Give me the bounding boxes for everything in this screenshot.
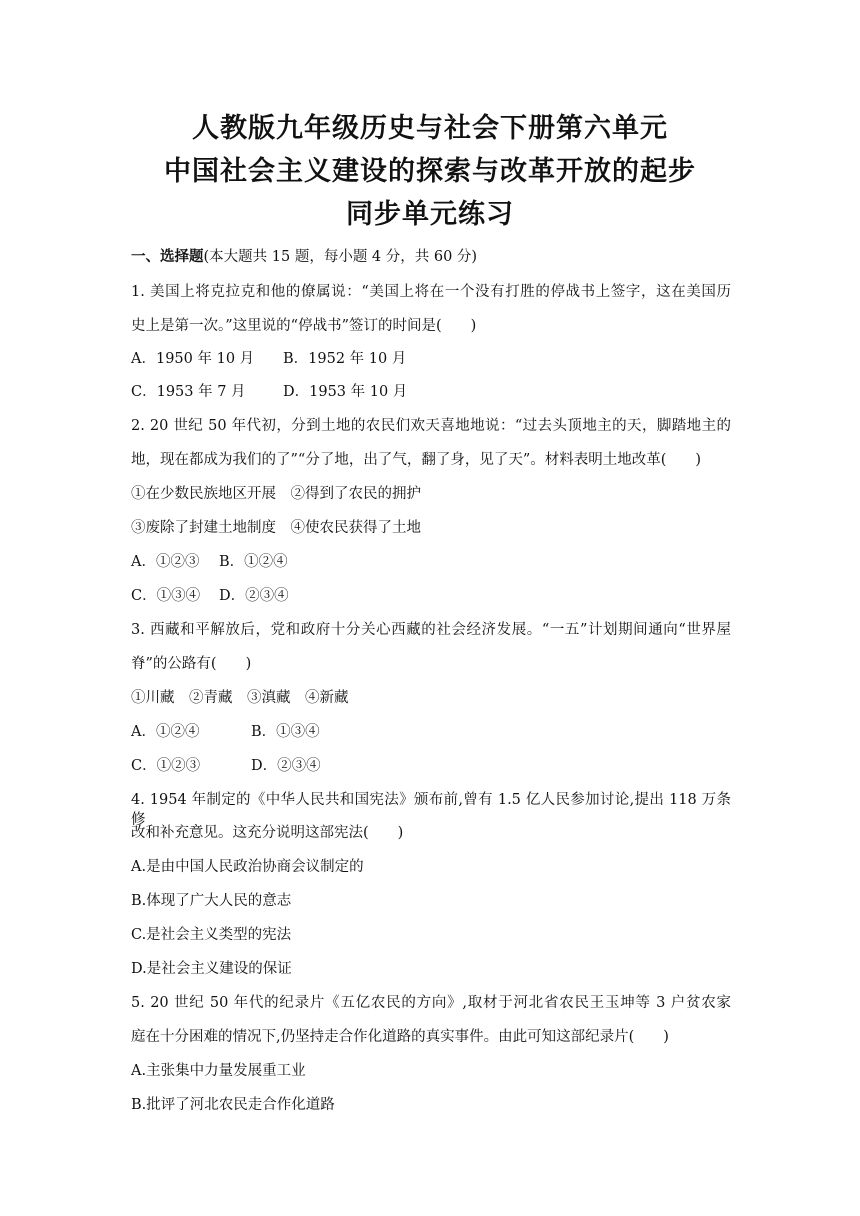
q4-stem-line1: 4. 1954 年制定的《中华人民共和国宪法》颁布前,曾有 1.5 亿人民参加讨论,提出 118 万条修 (131, 792, 731, 828)
q1-option-d: D．1953 年 10 月 (283, 384, 408, 400)
q3-options-row2 (131, 756, 731, 776)
q1-options-row2 (131, 382, 731, 402)
document-title-line2: 中国社会主义建设的探索与改革开放的起步 (164, 156, 696, 187)
q1-option-a: A．1950 年 10 月 (131, 351, 255, 367)
q2-option-c: C．①③④ (131, 588, 201, 604)
q3-option-a: A．①②④ (131, 724, 200, 740)
q2-item-line2: ③废除了封建土地制度 ④使农民获得了土地 (131, 520, 421, 536)
q1-options-row1 (131, 349, 731, 369)
q1-option-c: C．1953 年 7 月 (131, 384, 246, 400)
q4-option-a: A.是由中国人民政治协商会议制定的 (131, 859, 364, 875)
section-note: (本大题共 15 题，每小题 4 分，共 60 分) (203, 249, 478, 265)
q1-stem-line2: 史上是第一次。”这里说的“停战书”签订的时间是( ) (131, 318, 477, 334)
q1-stem-line1: 1. 美国上将克拉克和他的僚属说：“美国上将在一个没有打胜的停战书上签字，这在美国历 (131, 284, 731, 300)
q3-stem-line2: 脊”的公路有( ) (131, 656, 252, 672)
q4-stem-line2: 改和补充意见。这充分说明这部宪法( ) (131, 825, 404, 841)
q4-option-b: B.体现了广大人民的意志 (131, 893, 292, 909)
q3-option-d: D．②③④ (251, 758, 321, 774)
q2-item-line1: ①在少数民族地区开展 ②得到了农民的拥护 (131, 486, 421, 502)
q2-option-d: D．②③④ (219, 588, 289, 604)
section-heading (131, 247, 731, 267)
q4-option-c: C.是社会主义类型的宪法 (131, 927, 292, 943)
q5-stem-line2: 庭在十分困难的情况下,仍坚持走合作化道路的真实事件。由此可知这部纪录片( ) (131, 1029, 669, 1045)
q2-option-b: B．①②④ (219, 554, 288, 570)
q3-item-line1: ①川藏 ②青藏 ③滇藏 ④新藏 (131, 690, 349, 706)
q2-options-row2 (131, 586, 731, 606)
q5-option-a: A.主张集中力量发展重工业 (131, 1063, 306, 1079)
q2-options-row1 (131, 552, 731, 572)
q2-option-a: A．①②③ (131, 554, 200, 570)
q1-option-b: B．1952 年 10 月 (283, 351, 407, 367)
q3-option-c: C．①②③ (131, 758, 201, 774)
q3-stem-line1: 3. 西藏和平解放后，党和政府十分关心西藏的社会经济发展。“一五”计划期间通向“世界屋 (131, 622, 731, 638)
q3-option-b: B．①③④ (251, 724, 320, 740)
q2-stem-line1: 2. 20 世纪 50 年代初，分到土地的农民们欢天喜地地说：“过去头顶地主的天，脚踏地主的 (131, 418, 731, 434)
q5-stem-line1: 5. 20 世纪 50 年代的纪录片《五亿农民的方向》,取材于河北省农民王玉坤等 3 户贫农家 (131, 995, 731, 1011)
q2-stem-line2: 地，现在都成为我们的了”“分了地，出了气，翻了身，见了天”。材料表明土地改革( ) (131, 452, 702, 468)
q5-option-b: B.批评了河北农民走合作化道路 (131, 1097, 335, 1113)
document-title-line3: 同步单元练习 (346, 199, 514, 230)
q3-options-row1 (131, 722, 731, 742)
section-label: 一、选择题 (131, 248, 204, 265)
q4-option-d: D.是社会主义建设的保证 (131, 961, 292, 977)
document-title-line1: 人教版九年级历史与社会下册第六单元 (192, 113, 668, 144)
